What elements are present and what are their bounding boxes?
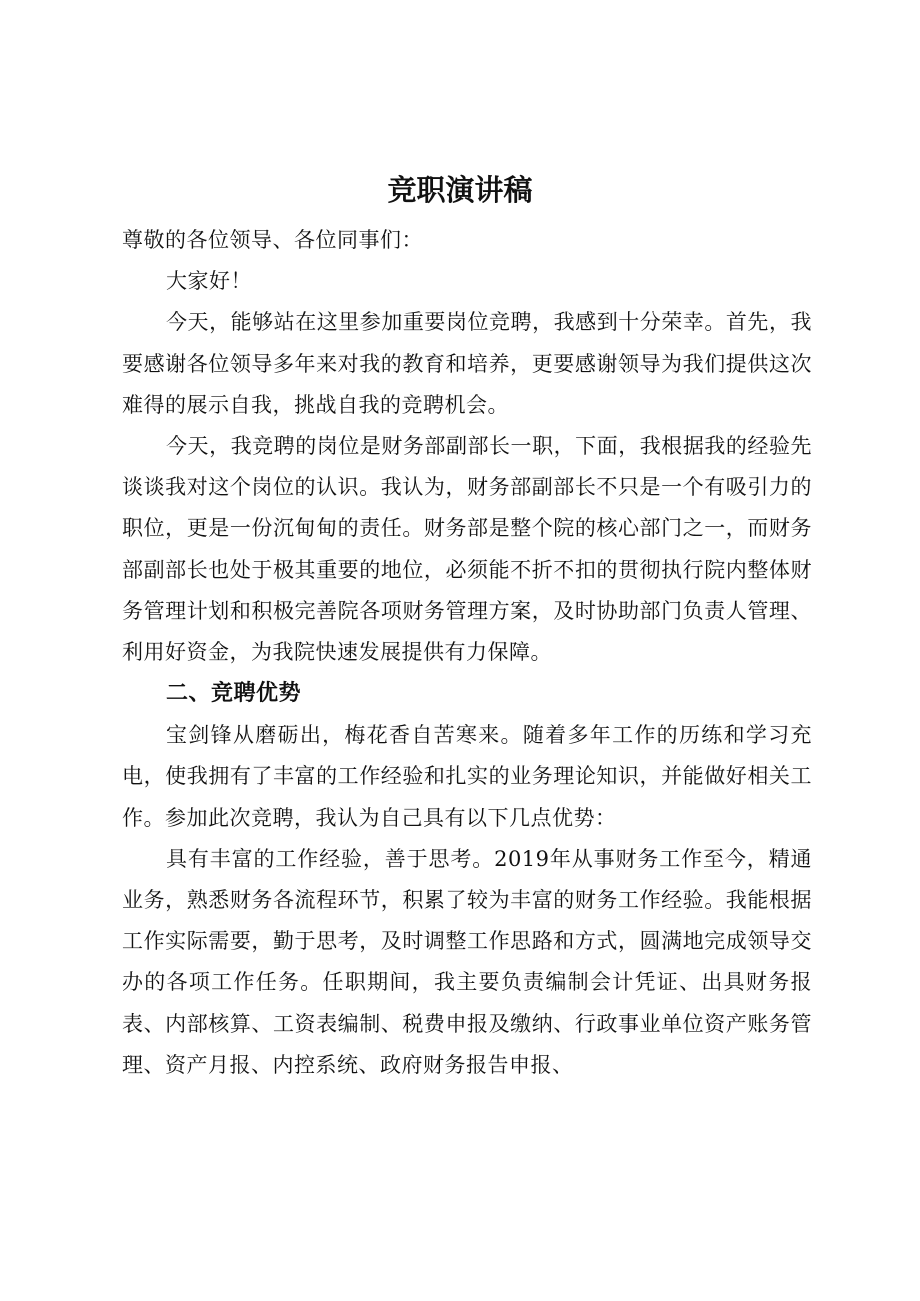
paragraph-advantages-intro: 宝剑锋从磨砺出，梅花香自苦寒来。随着多年工作的历练和学习充电，使我拥有了丰富的工作经验和扎实的业务理论知识，并能做好相关工作。参加此次竞聘，我认为自己具有以下几点优势： [122, 723, 812, 830]
paragraph-position-understanding: 今天，我竞聘的岗位是财务部副部长一职，下面，我根据我的经验先谈谈我对这个岗位的认识。我认为，财务部副部长不只是一个有吸引力的职位，更是一份沉甸甸的责任。财务部是整个院的核心部门之一，而财务部副部长也处于极其重要的地位，必须能不折不扣的贯彻执行院内整体财务管理计划和积极完善院各项财务管理方案，及时协助部门负责人管理、利用好资金，为我院快速发展提供有力保障。 [122, 434, 812, 665]
greeting: 大家好！ [166, 269, 252, 294]
section-heading: 二、竞聘优势 [166, 681, 302, 707]
document-title: 竞职演讲稿 [387, 173, 533, 207]
salutation: 尊敬的各位领导、各位同事们： [122, 228, 423, 252]
paragraph-experience: 具有丰富的工作经验，善于思考。2019年从事财务工作至今，精通业务，熟悉财务各流程环节，积累了较为丰富的财务工作经验。我能根据工作实际需要，勤于思考，及时调整工作思路和方式，圆满地完成领导交办的各项工作任务。任职期间，我主要负责编制会计凭证、出具财务报表、内部核算、工资表编制、税费申报及缴纳、行政事业单位资产账务管理、资产月报、内控系统、政府财务报告申报、 [122, 846, 812, 1077]
paragraph-opening: 今天，能够站在这里参加重要岗位竞聘，我感到十分荣幸。首先，我要感谢各位领导多年来对我的教育和培养，更要感谢领导为我们提供这次难得的展示自我，挑战自我的竞聘机会。 [122, 310, 812, 417]
document-body [122, 220, 812, 1086]
